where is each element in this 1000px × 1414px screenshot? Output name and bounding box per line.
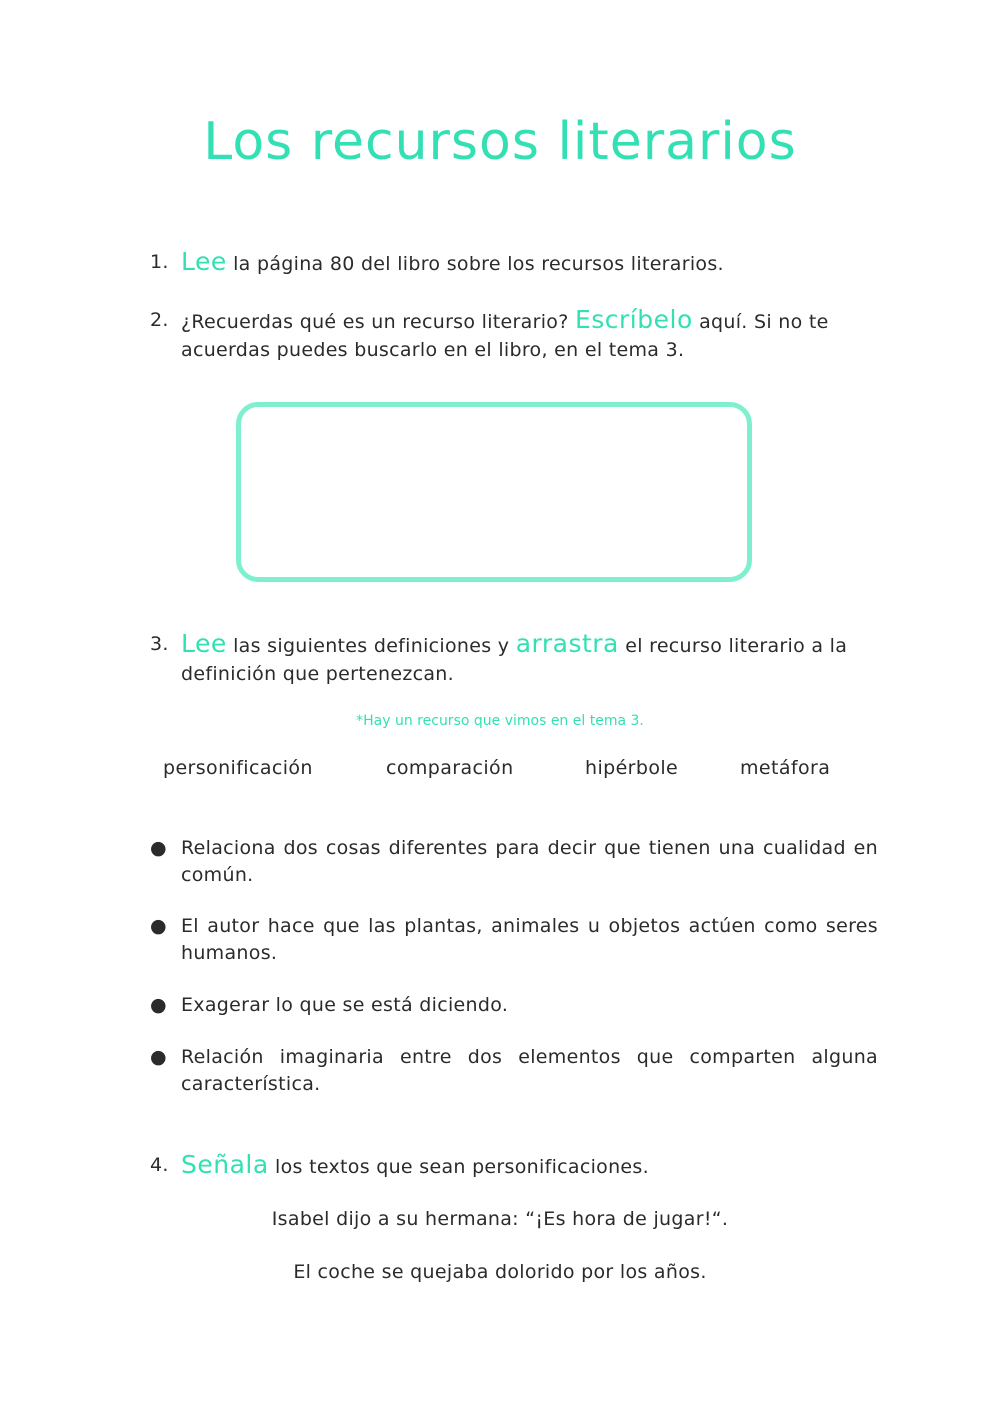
drag-word-comparacion[interactable]: comparación [386, 757, 514, 779]
selectable-text-2[interactable]: El coche se quejaba dolorido por los años. [293, 1261, 707, 1283]
step-number: 3. [150, 633, 169, 655]
definition-text: Relación imaginaria entre dos elementos que comparten alguna característica. [181, 1046, 878, 1095]
definition-text: Relaciona dos cosas diferentes para decir que tienen una cualidad en común. [181, 837, 878, 886]
step-verb: Lee [181, 247, 227, 276]
bullet-icon: ● [150, 837, 167, 859]
step-verb: Escríbelo [574, 305, 693, 334]
drag-word-metafora[interactable]: metáfora [740, 757, 831, 779]
step-verb-2: arrastra [515, 629, 619, 658]
step-verb: Lee [181, 629, 227, 658]
step-3 [150, 630, 880, 688]
bullet-icon: ● [150, 1046, 167, 1068]
page-title: Los recursos literarios [203, 112, 797, 172]
bullet-icon: ● [150, 994, 167, 1016]
hint-note: *Hay un recurso que vimos en el tema 3. [356, 713, 644, 729]
bullet-icon: ● [150, 915, 167, 937]
answer-textbox[interactable] [236, 402, 752, 582]
selectable-text-1[interactable]: Isabel dijo a su hermana: “¡Es hora de jugar!“. [271, 1208, 729, 1230]
drag-word-hiperbole[interactable]: hipérbole [585, 757, 679, 779]
step-text-pre: ¿Recuerdas qué es un recurso literario? [181, 311, 575, 333]
step-text: la página 80 del libro sobre los recursos literarios. [226, 253, 724, 275]
step-number: 1. [150, 251, 169, 273]
step-verb: Señala [181, 1150, 269, 1179]
definition-text: El autor hace que las plantas, animales u objetos actúen como seres humanos. [181, 915, 878, 964]
drag-word-personificacion[interactable]: personificación [163, 757, 313, 779]
step-text: el recurso literario a la definición que pertenezcan. [181, 635, 848, 685]
definition-item[interactable] [150, 992, 878, 1019]
step-4 [150, 1151, 880, 1181]
step-text: los textos que sean personificaciones. [268, 1156, 649, 1178]
step-2 [150, 306, 880, 364]
definition-item[interactable] [150, 1044, 878, 1098]
step-text: aquí. Si no te acuerdas puedes buscarlo en el libro, en el tema 3. [181, 311, 829, 361]
step-1 [150, 248, 880, 278]
step-text-mid: las siguientes definiciones y [226, 635, 516, 657]
definition-text: Exagerar lo que se está diciendo. [181, 994, 509, 1016]
definition-item[interactable] [150, 913, 878, 967]
step-number: 2. [150, 309, 169, 331]
definition-item[interactable] [150, 835, 878, 889]
step-number: 4. [150, 1154, 169, 1176]
